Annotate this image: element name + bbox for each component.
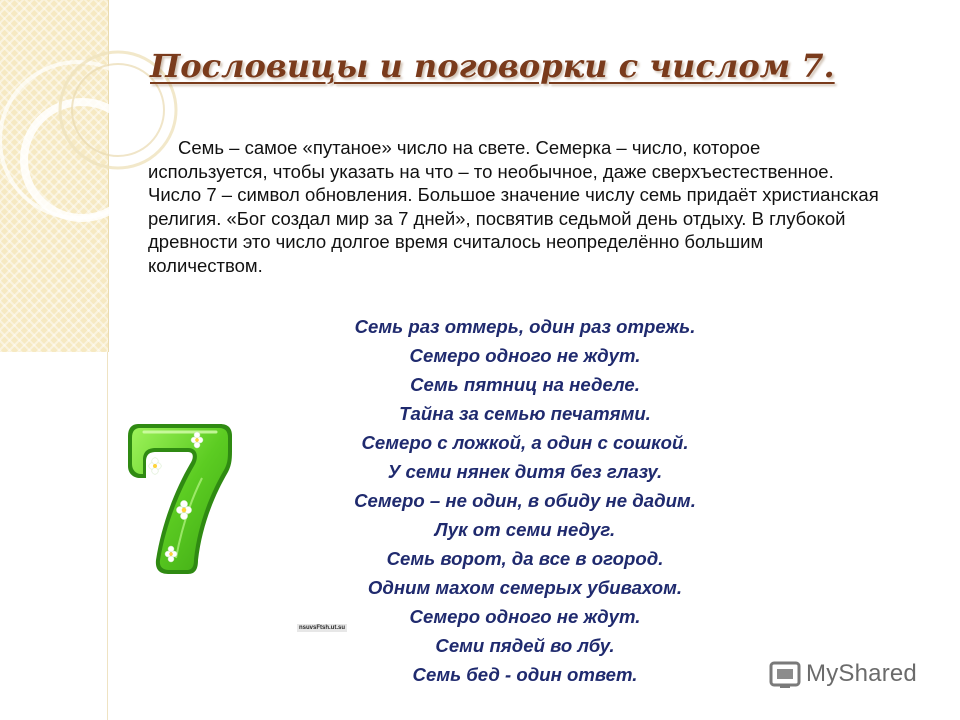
logo-text: MyShared	[806, 660, 917, 687]
slide-title: Пословицы и поговорки с числом 7.	[150, 47, 835, 85]
proverb-item: У семи нянек дитя без глазу.	[387, 461, 663, 482]
proverb-item: Семь ворот, да все в огород.	[386, 548, 664, 569]
proverb-item: Тайна за семью печатями.	[399, 403, 651, 424]
divider-line	[107, 352, 108, 720]
proverbs-list	[230, 312, 820, 689]
proverb-item: Семеро одного не ждут.	[409, 345, 641, 366]
number-seven-illustration	[124, 418, 236, 578]
proverb-item: Семи пядей во лбу.	[435, 635, 615, 656]
proverb-item: Одним махом семерых убивахом.	[367, 577, 683, 598]
proverb-item: Семь бед - один ответ.	[412, 664, 638, 685]
proverb-item: Семеро с ложкой, а один с сошкой.	[361, 432, 689, 453]
proverb-item: Лук от семи недуг.	[434, 519, 616, 540]
proverb-item: Семь пятниц на неделе.	[410, 374, 640, 395]
watermark: nsuvsFtsh.ut.su	[299, 625, 346, 631]
proverb-item: Семеро – не один, в обиду не дадим.	[354, 490, 696, 511]
proverb-item: Семь раз отмерь, один раз отрежь.	[354, 316, 696, 337]
myshared-logo[interactable]	[768, 656, 917, 692]
myshared-logo-icon	[768, 657, 802, 691]
proverb-item: Семеро одного не ждут.	[409, 606, 641, 627]
intro-paragraph: Семь – самое «путаное» число на свете. Семерка – число, которое используется, чтобы указать на что – то необычное, даже сверхъестественное. Число 7 – символ обновления. Большое значение числу семь придаёт христианская религия. «Бог создал мир за 7 дней», посвятив седьмой день отдыху. В глубокой древности это число долгое время считалось неопределённо большим количеством.	[148, 137, 879, 276]
